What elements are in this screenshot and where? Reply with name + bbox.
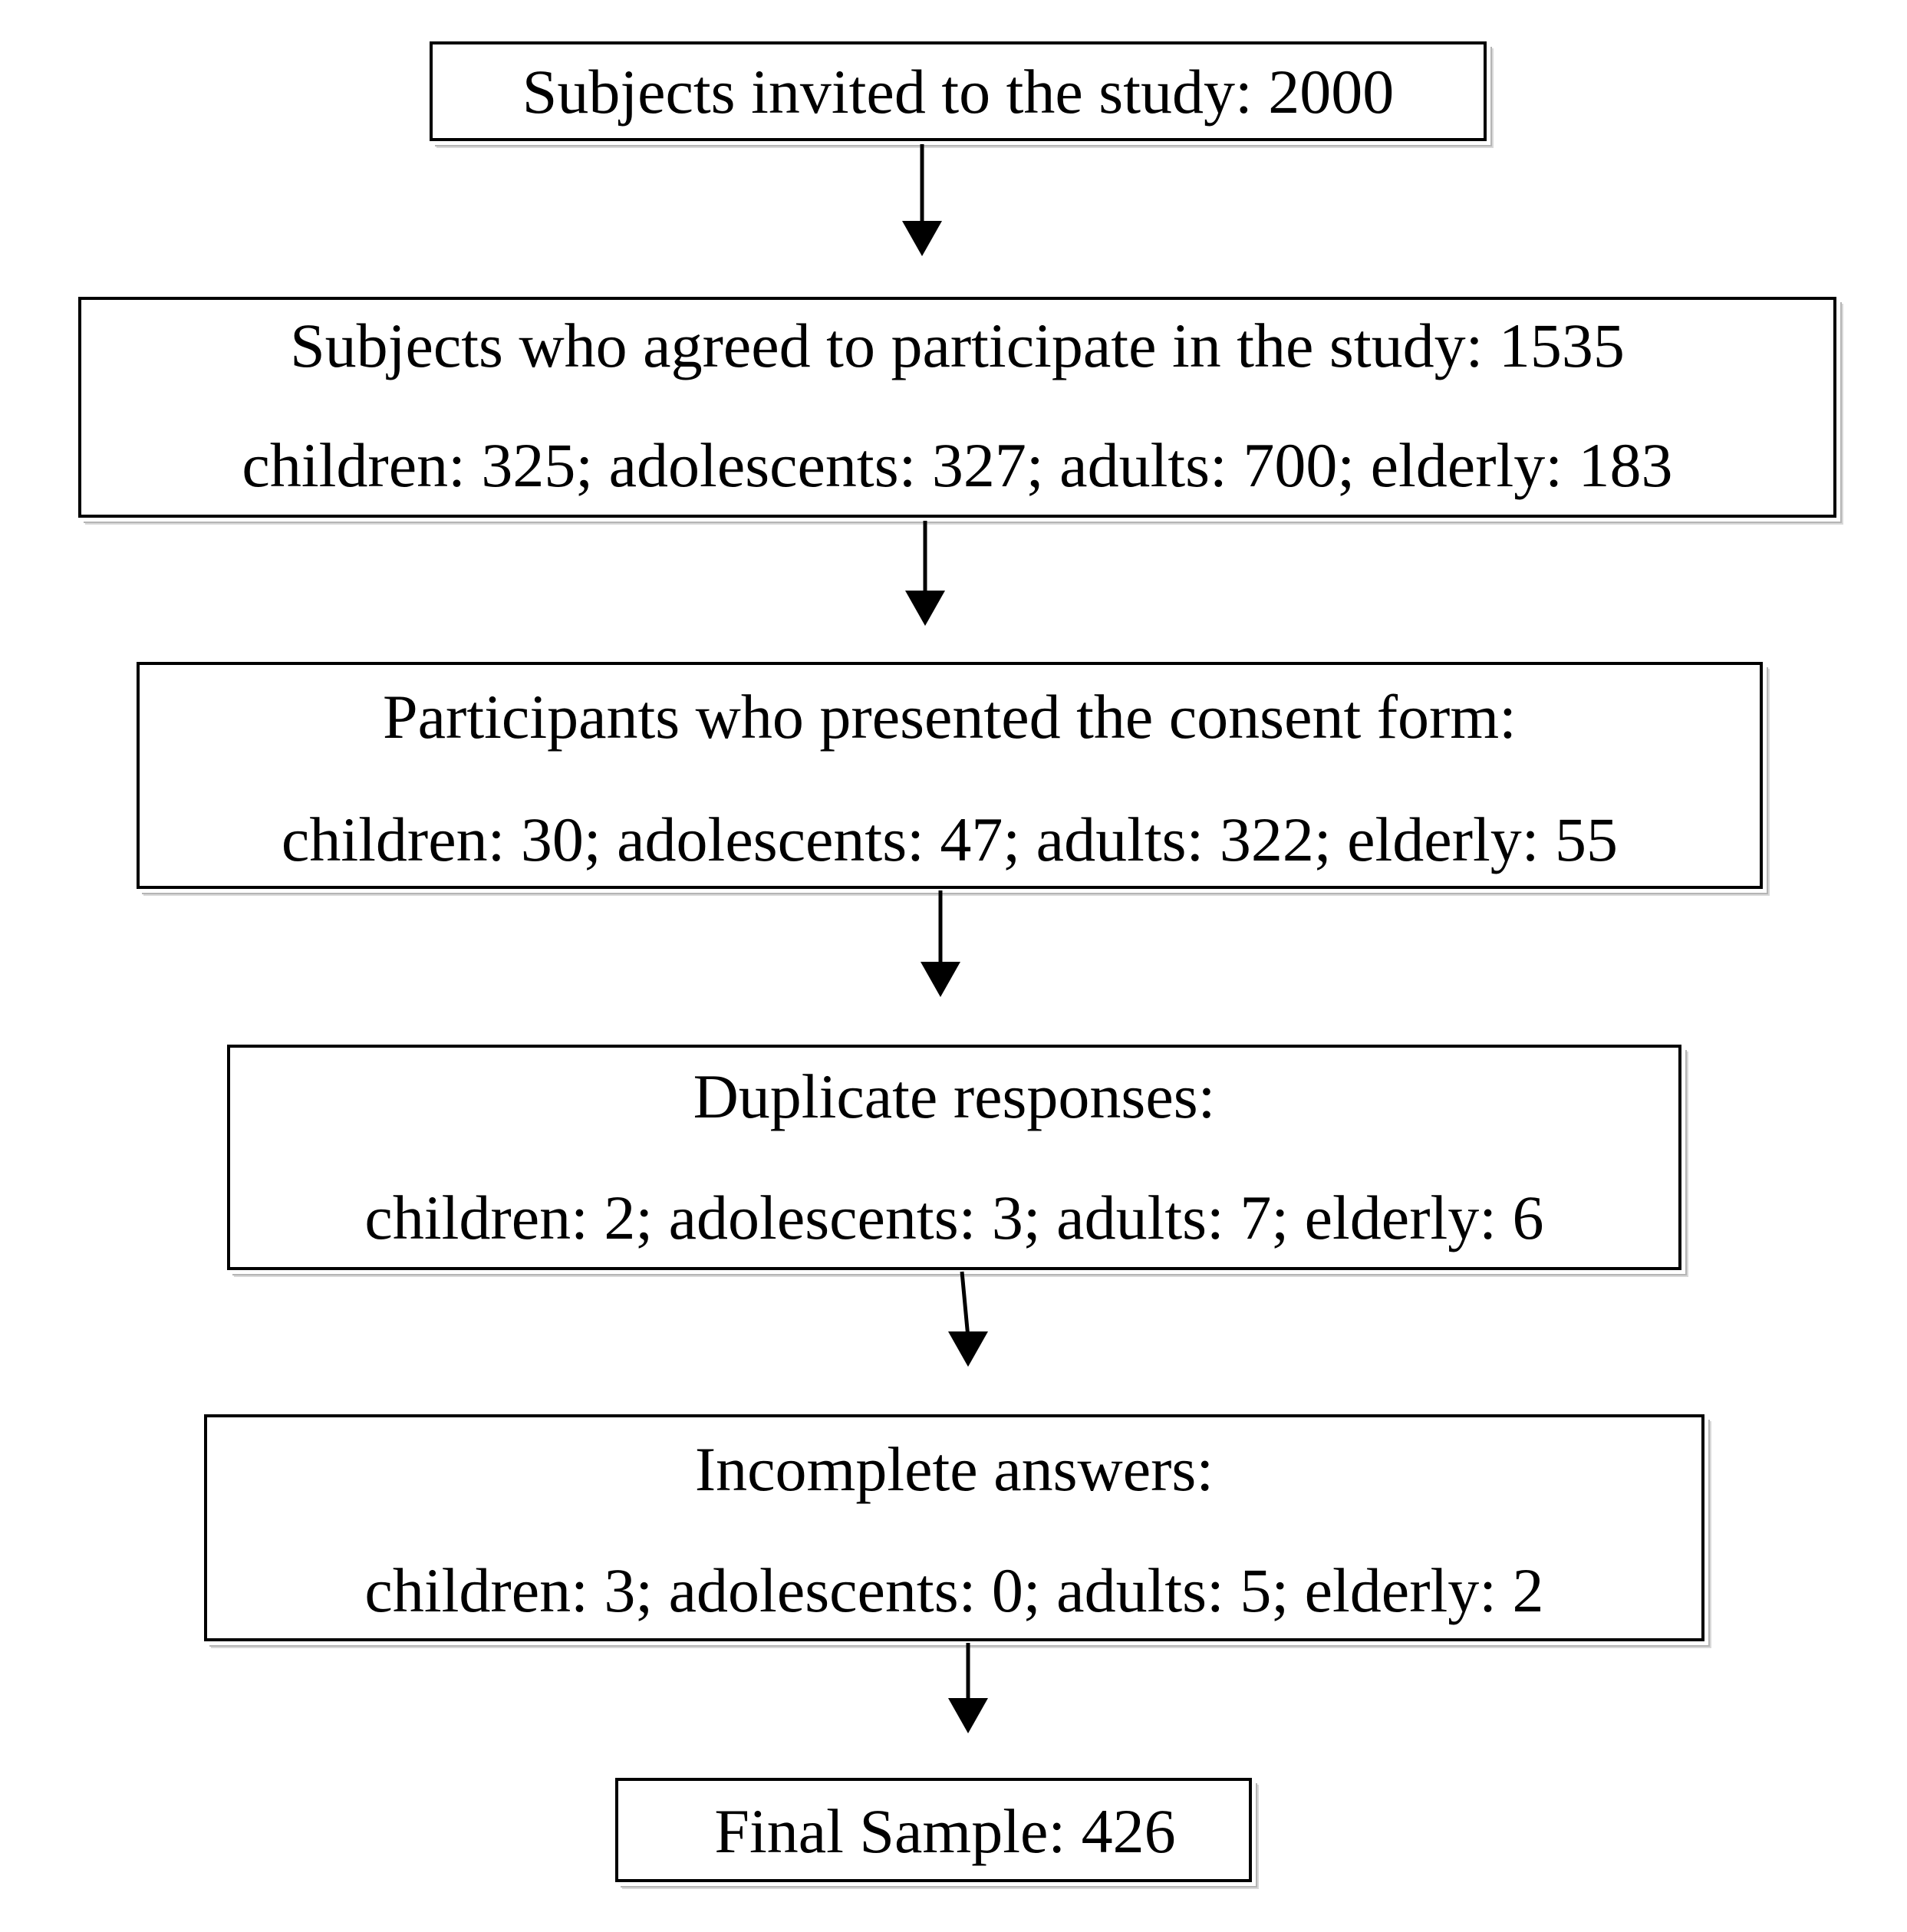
arrow-duplicates-to-incomplete — [948, 1272, 988, 1367]
incomplete-breakdown: children: 3; adolescents: 0; adults: 5; elderly: 2 — [364, 1555, 1544, 1625]
agreed-breakdown: children: 325; adolescents: 327; adults: 700; elderly: 183 — [242, 430, 1673, 500]
incomplete-title: Incomplete answers: — [694, 1434, 1214, 1504]
arrow-agreed-to-consent — [905, 521, 945, 626]
agreed-title: Subjects who agreed to participate in the study: 1535 — [290, 311, 1625, 380]
duplicates-breakdown: children: 2; adolescents: 3; adults: 7; elderly: 6 — [364, 1183, 1544, 1252]
arrow-invited-to-agreed — [902, 144, 942, 256]
duplicates-title: Duplicate responses: — [693, 1061, 1216, 1131]
invited-text: Subjects invited to the study: 2000 — [522, 57, 1395, 127]
arrow-incomplete-to-final — [948, 1643, 988, 1733]
consent-breakdown: children: 30; adolescents: 47; adults: 322; elderly: 55 — [281, 805, 1619, 874]
final-sample-text: Final Sample: 426 — [714, 1796, 1176, 1866]
arrow-consent-to-duplicates — [921, 890, 960, 997]
consent-title: Participants who presented the consent form: — [383, 682, 1517, 752]
